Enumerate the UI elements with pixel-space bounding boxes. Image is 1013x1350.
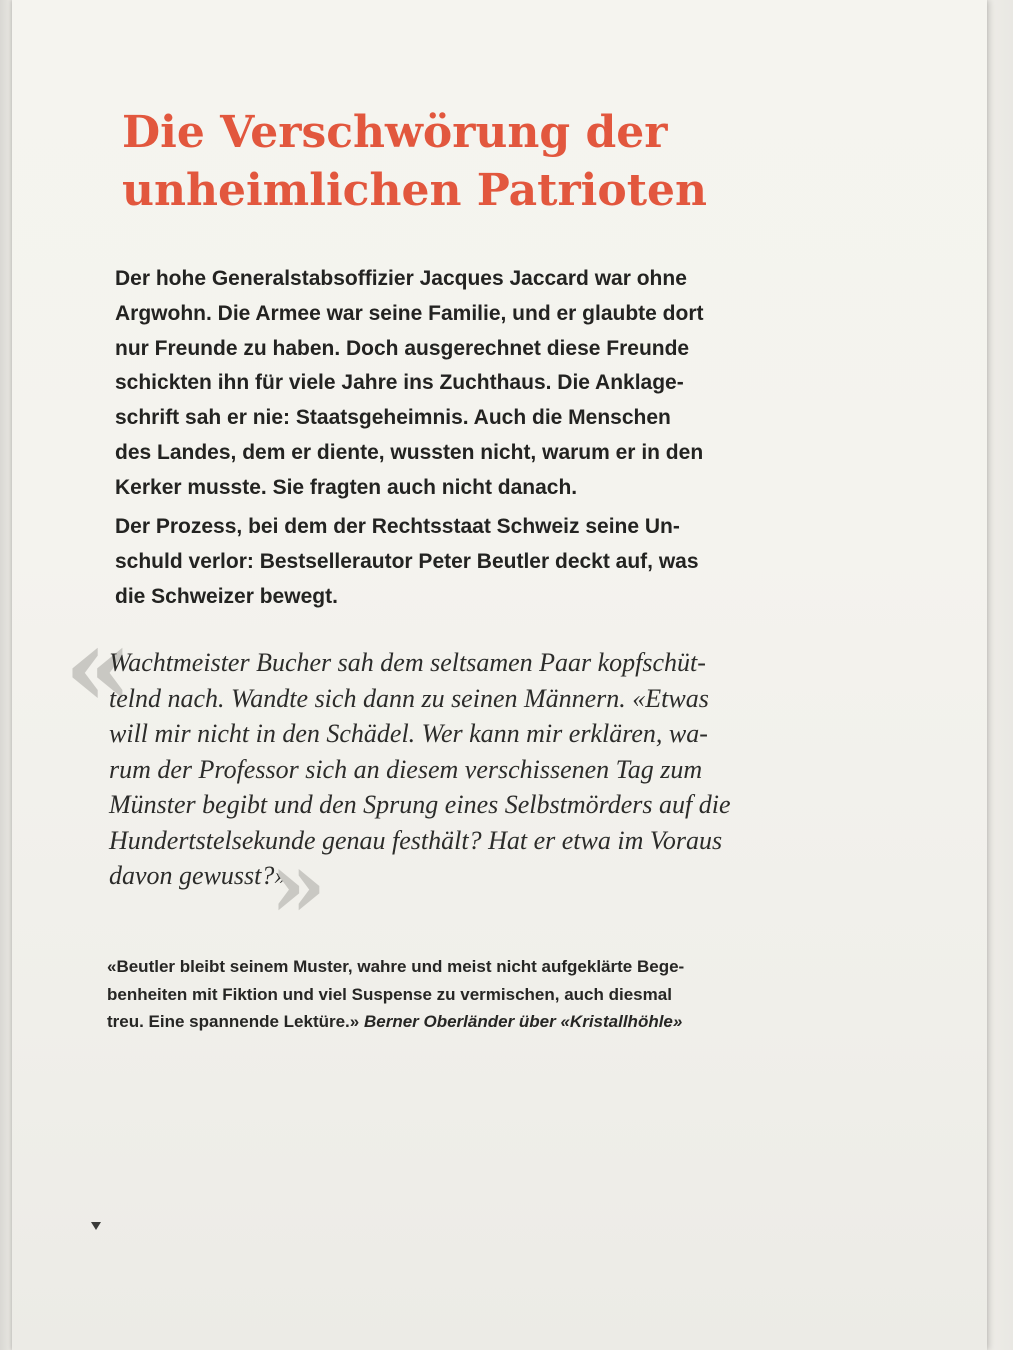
review-quote-end: treu. Eine spannende Lektüre.» [107, 1012, 364, 1031]
closing-quote-mark: » [270, 832, 327, 938]
book-title [122, 104, 842, 220]
excerpt-line: Wachtmeister Bucher sah dem seltsamen Paar kopfschüt- [109, 648, 706, 677]
press-review [107, 953, 847, 1036]
blurb-paragraph-1 [115, 262, 835, 506]
title-line: Die Verschwörung der [122, 107, 668, 158]
blurb-line: Argwohn. Die Armee war seine Familie, und er glaubte dort [115, 301, 704, 325]
blurb-line: Der hohe Generalstabsoffizier Jacques Jaccard war ohne [115, 267, 687, 290]
excerpt-line: davon gewusst?» [109, 861, 288, 890]
blurb-line: die Schweizer bewegt. [115, 584, 338, 608]
small-triangle-mark [91, 1222, 101, 1230]
excerpt-line: telnd nach. Wandte sich dann zu seinen Männern. «Etwas [109, 683, 709, 713]
blurb-line: des Landes, dem er diente, wussten nicht, warum er in den [115, 440, 704, 464]
excerpt-line: Münster begibt und den Sprung eines Selbstmörders auf die [109, 790, 731, 819]
book-back-cover [12, 0, 987, 1350]
review-line: benheiten mit Fiktion und viel Suspense zu vermischen, auch diesmal [107, 984, 672, 1004]
opening-quote-mark: « [64, 602, 133, 731]
blurb-line: Kerker musste. Sie fragten auch nicht danach. [115, 475, 578, 499]
blurb-line: Der Prozess, bei dem der Rechtsstaat Schweiz seine Un- [115, 515, 680, 538]
excerpt-line: will mir nicht in den Schädel. Wer kann mir erklären, wa- [109, 719, 708, 748]
review-line: «Beutler bleibt seinem Muster, wahre und meist nicht aufgeklärte Bege- [107, 957, 685, 976]
blurb-line: nur Freunde zu haben. Doch ausgerechnet diese Freunde [115, 336, 690, 360]
blurb-line: schickten ihn für viele Jahre ins Zuchthaus. Die Anklage- [115, 371, 684, 395]
review-line-last [107, 1008, 847, 1036]
review-source: Berner Oberländer über «Kristallhöhle» [363, 1012, 683, 1031]
blurb-line: schuld verlor: Bestsellerautor Peter Beutler deckt auf, was [115, 549, 699, 573]
title-line: unheimlichen Patrioten [122, 165, 708, 216]
excerpt-line: rum der Professor sich an diesem verschissenen Tag zum [109, 754, 703, 784]
excerpt-line: Hundertstelsekunde genau festhält? Hat er etwa im Voraus [109, 825, 723, 855]
blurb-paragraph-2 [115, 510, 835, 614]
blurb-line: schrift sah er nie: Staatsgeheimnis. Auch die Menschen [115, 406, 671, 430]
book-excerpt [109, 645, 849, 894]
